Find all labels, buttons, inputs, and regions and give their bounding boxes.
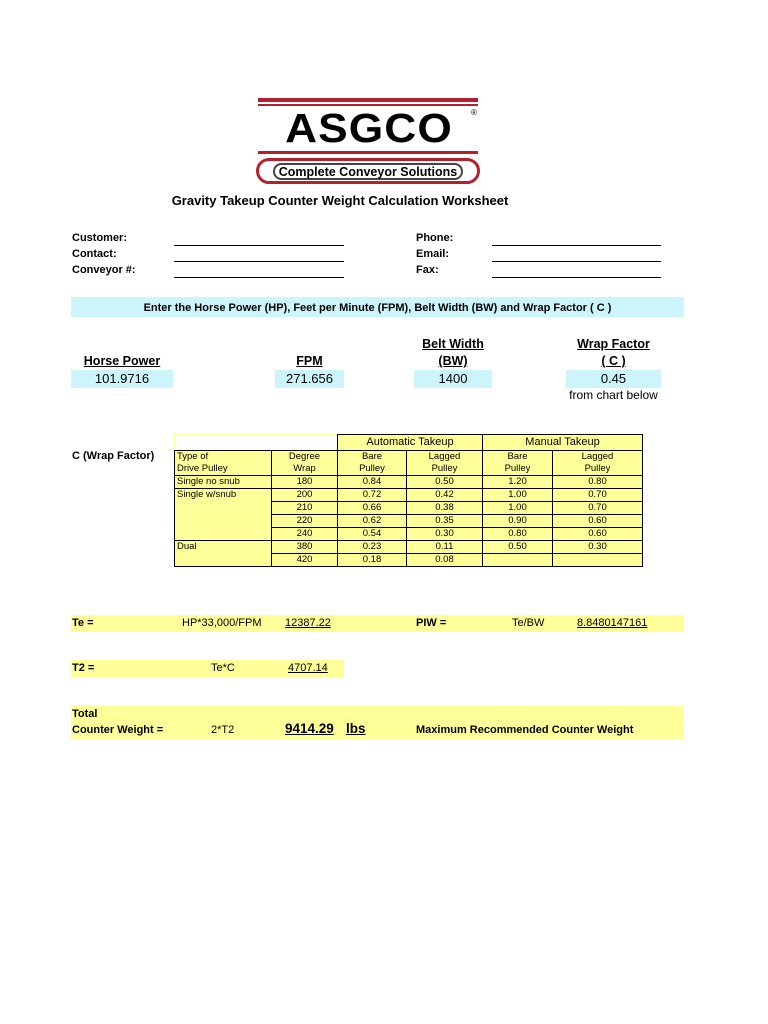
cell-man-bare: 1.20 xyxy=(483,476,553,489)
cell-wrap: 240 xyxy=(272,528,338,541)
total-unit: lbs xyxy=(346,721,366,736)
hp-label: Horse Power xyxy=(83,354,161,368)
cell-type xyxy=(175,515,272,528)
contact-label: Contact: xyxy=(72,248,117,260)
logo-tagline: Complete Conveyor Solutions xyxy=(273,163,463,180)
wrap-factor-table-label: C (Wrap Factor) xyxy=(72,450,155,462)
email-field[interactable] xyxy=(492,261,661,262)
col-header-auto-bare-1: Bare xyxy=(338,451,407,464)
col-header-auto-lagged-2: Pulley xyxy=(407,463,483,476)
asgco-logo xyxy=(256,96,482,188)
col-header-wrap-2: Wrap xyxy=(272,463,338,476)
table-row xyxy=(175,502,643,515)
col-header-auto-bare-2: Pulley xyxy=(338,463,407,476)
table-blank-corner xyxy=(175,435,338,451)
wrap-factor-table xyxy=(174,434,643,567)
te-value: 12387.22 xyxy=(285,617,331,629)
table-row xyxy=(175,541,643,554)
cell-type xyxy=(175,554,272,567)
bw-label xyxy=(414,336,492,370)
customer-field[interactable] xyxy=(174,245,344,246)
col-header-man-bare-2: Pulley xyxy=(483,463,553,476)
t2-label: T2 = xyxy=(72,662,95,674)
conveyor-field[interactable] xyxy=(174,277,344,278)
piw-label: PIW = xyxy=(416,617,447,629)
te-label: Te = xyxy=(72,617,94,629)
cell-man-lagged xyxy=(553,554,643,567)
col-header-wrap-1: Degree xyxy=(272,451,338,464)
phone-label: Phone: xyxy=(416,232,454,244)
group-automatic-takeup: Automatic Takeup xyxy=(338,435,483,451)
cell-auto-lagged: 0.08 xyxy=(407,554,483,567)
cell-man-bare: 1.00 xyxy=(483,489,553,502)
cell-wrap: 180 xyxy=(272,476,338,489)
cell-man-lagged: 0.70 xyxy=(553,502,643,515)
col-header-man-lagged-1: Lagged xyxy=(553,451,643,464)
cell-man-bare: 0.80 xyxy=(483,528,553,541)
cell-auto-bare: 0.72 xyxy=(338,489,407,502)
logo-wordmark: ASGCO xyxy=(285,105,453,151)
fax-label: Fax: xyxy=(416,264,439,276)
bw-input[interactable]: 1400 xyxy=(414,370,492,388)
conveyor-label: Conveyor #: xyxy=(72,264,136,276)
cell-auto-lagged: 0.30 xyxy=(407,528,483,541)
fpm-label: FPM xyxy=(296,354,323,368)
col-header-auto-lagged-1: Lagged xyxy=(407,451,483,464)
total-value: 9414.29 xyxy=(285,721,334,736)
logo-mid-bar xyxy=(258,151,478,154)
cell-auto-bare: 0.18 xyxy=(338,554,407,567)
phone-field[interactable] xyxy=(492,245,661,246)
cell-man-lagged: 0.60 xyxy=(553,528,643,541)
email-label: Email: xyxy=(416,248,450,260)
wrap-factor-input[interactable]: 0.45 xyxy=(566,370,661,388)
table-row xyxy=(175,476,643,489)
cell-man-bare: 0.90 xyxy=(483,515,553,528)
t2-formula: Te*C xyxy=(211,662,235,674)
cell-auto-bare: 0.23 xyxy=(338,541,407,554)
cell-auto-bare: 0.54 xyxy=(338,528,407,541)
group-manual-takeup: Manual Takeup xyxy=(483,435,643,451)
cell-auto-lagged: 0.50 xyxy=(407,476,483,489)
cell-auto-bare: 0.66 xyxy=(338,502,407,515)
fpm-input[interactable]: 271.656 xyxy=(275,370,344,388)
cell-man-lagged: 0.60 xyxy=(553,515,643,528)
cell-wrap: 210 xyxy=(272,502,338,515)
col-header-type-2: Drive Pulley xyxy=(175,463,272,476)
cell-wrap: 380 xyxy=(272,541,338,554)
cell-type xyxy=(175,528,272,541)
cell-auto-bare: 0.62 xyxy=(338,515,407,528)
cell-man-lagged: 0.80 xyxy=(553,476,643,489)
table-row xyxy=(175,554,643,567)
total-label-line1: Total xyxy=(72,708,98,720)
bw-label-line1: Belt Width xyxy=(422,337,484,351)
col-header-man-bare-1: Bare xyxy=(483,451,553,464)
wrap-factor-label-line1: Wrap Factor xyxy=(577,337,650,351)
contact-field[interactable] xyxy=(174,261,344,262)
bw-label-line2: (BW) xyxy=(438,354,468,368)
col-header-man-lagged-2: Pulley xyxy=(553,463,643,476)
cell-man-bare: 0.50 xyxy=(483,541,553,554)
customer-label: Customer: xyxy=(72,232,128,244)
cell-auto-lagged: 0.38 xyxy=(407,502,483,515)
table-row xyxy=(175,489,643,502)
cell-man-lagged: 0.70 xyxy=(553,489,643,502)
table-row xyxy=(175,515,643,528)
cell-man-lagged: 0.30 xyxy=(553,541,643,554)
cell-type xyxy=(175,502,272,515)
total-label-line2: Counter Weight = xyxy=(72,724,164,736)
fax-field[interactable] xyxy=(492,277,661,278)
instruction-banner: Enter the Horse Power (HP), Feet per Minute (FPM), Belt Width (BW) and Wrap Factor ( C ) xyxy=(71,297,684,317)
total-formula: 2*T2 xyxy=(211,724,235,736)
total-note: Maximum Recommended Counter Weight xyxy=(416,724,634,736)
table-row xyxy=(175,528,643,541)
piw-value: 8.8480147161 xyxy=(577,617,648,629)
cell-man-bare: 1.00 xyxy=(483,502,553,515)
cell-type: Dual xyxy=(175,541,272,554)
cell-auto-bare: 0.84 xyxy=(338,476,407,489)
cell-wrap: 420 xyxy=(272,554,338,567)
cell-auto-lagged: 0.42 xyxy=(407,489,483,502)
cell-type: Single no snub xyxy=(175,476,272,489)
te-formula: HP*33,000/FPM xyxy=(182,617,262,629)
cell-auto-lagged: 0.11 xyxy=(407,541,483,554)
page-title: Gravity Takeup Counter Weight Calculation Worksheet xyxy=(171,193,509,208)
wrap-factor-note: from chart below xyxy=(569,388,658,402)
t2-value: 4707.14 xyxy=(288,662,328,674)
hp-input[interactable]: 101.9716 xyxy=(71,370,173,388)
cell-wrap: 220 xyxy=(272,515,338,528)
piw-formula: Te/BW xyxy=(512,617,545,629)
cell-type: Single w/snub xyxy=(175,489,272,502)
logo-registered-mark: ® xyxy=(471,108,477,117)
logo-tagline-frame xyxy=(256,158,480,184)
wrap-factor-label-line2: ( C ) xyxy=(601,354,626,368)
cell-auto-lagged: 0.35 xyxy=(407,515,483,528)
col-header-type-1: Type of xyxy=(175,451,272,464)
logo-top-bar xyxy=(258,98,478,102)
cell-man-bare xyxy=(483,554,553,567)
wrap-factor-label xyxy=(566,336,661,370)
cell-wrap: 200 xyxy=(272,489,338,502)
